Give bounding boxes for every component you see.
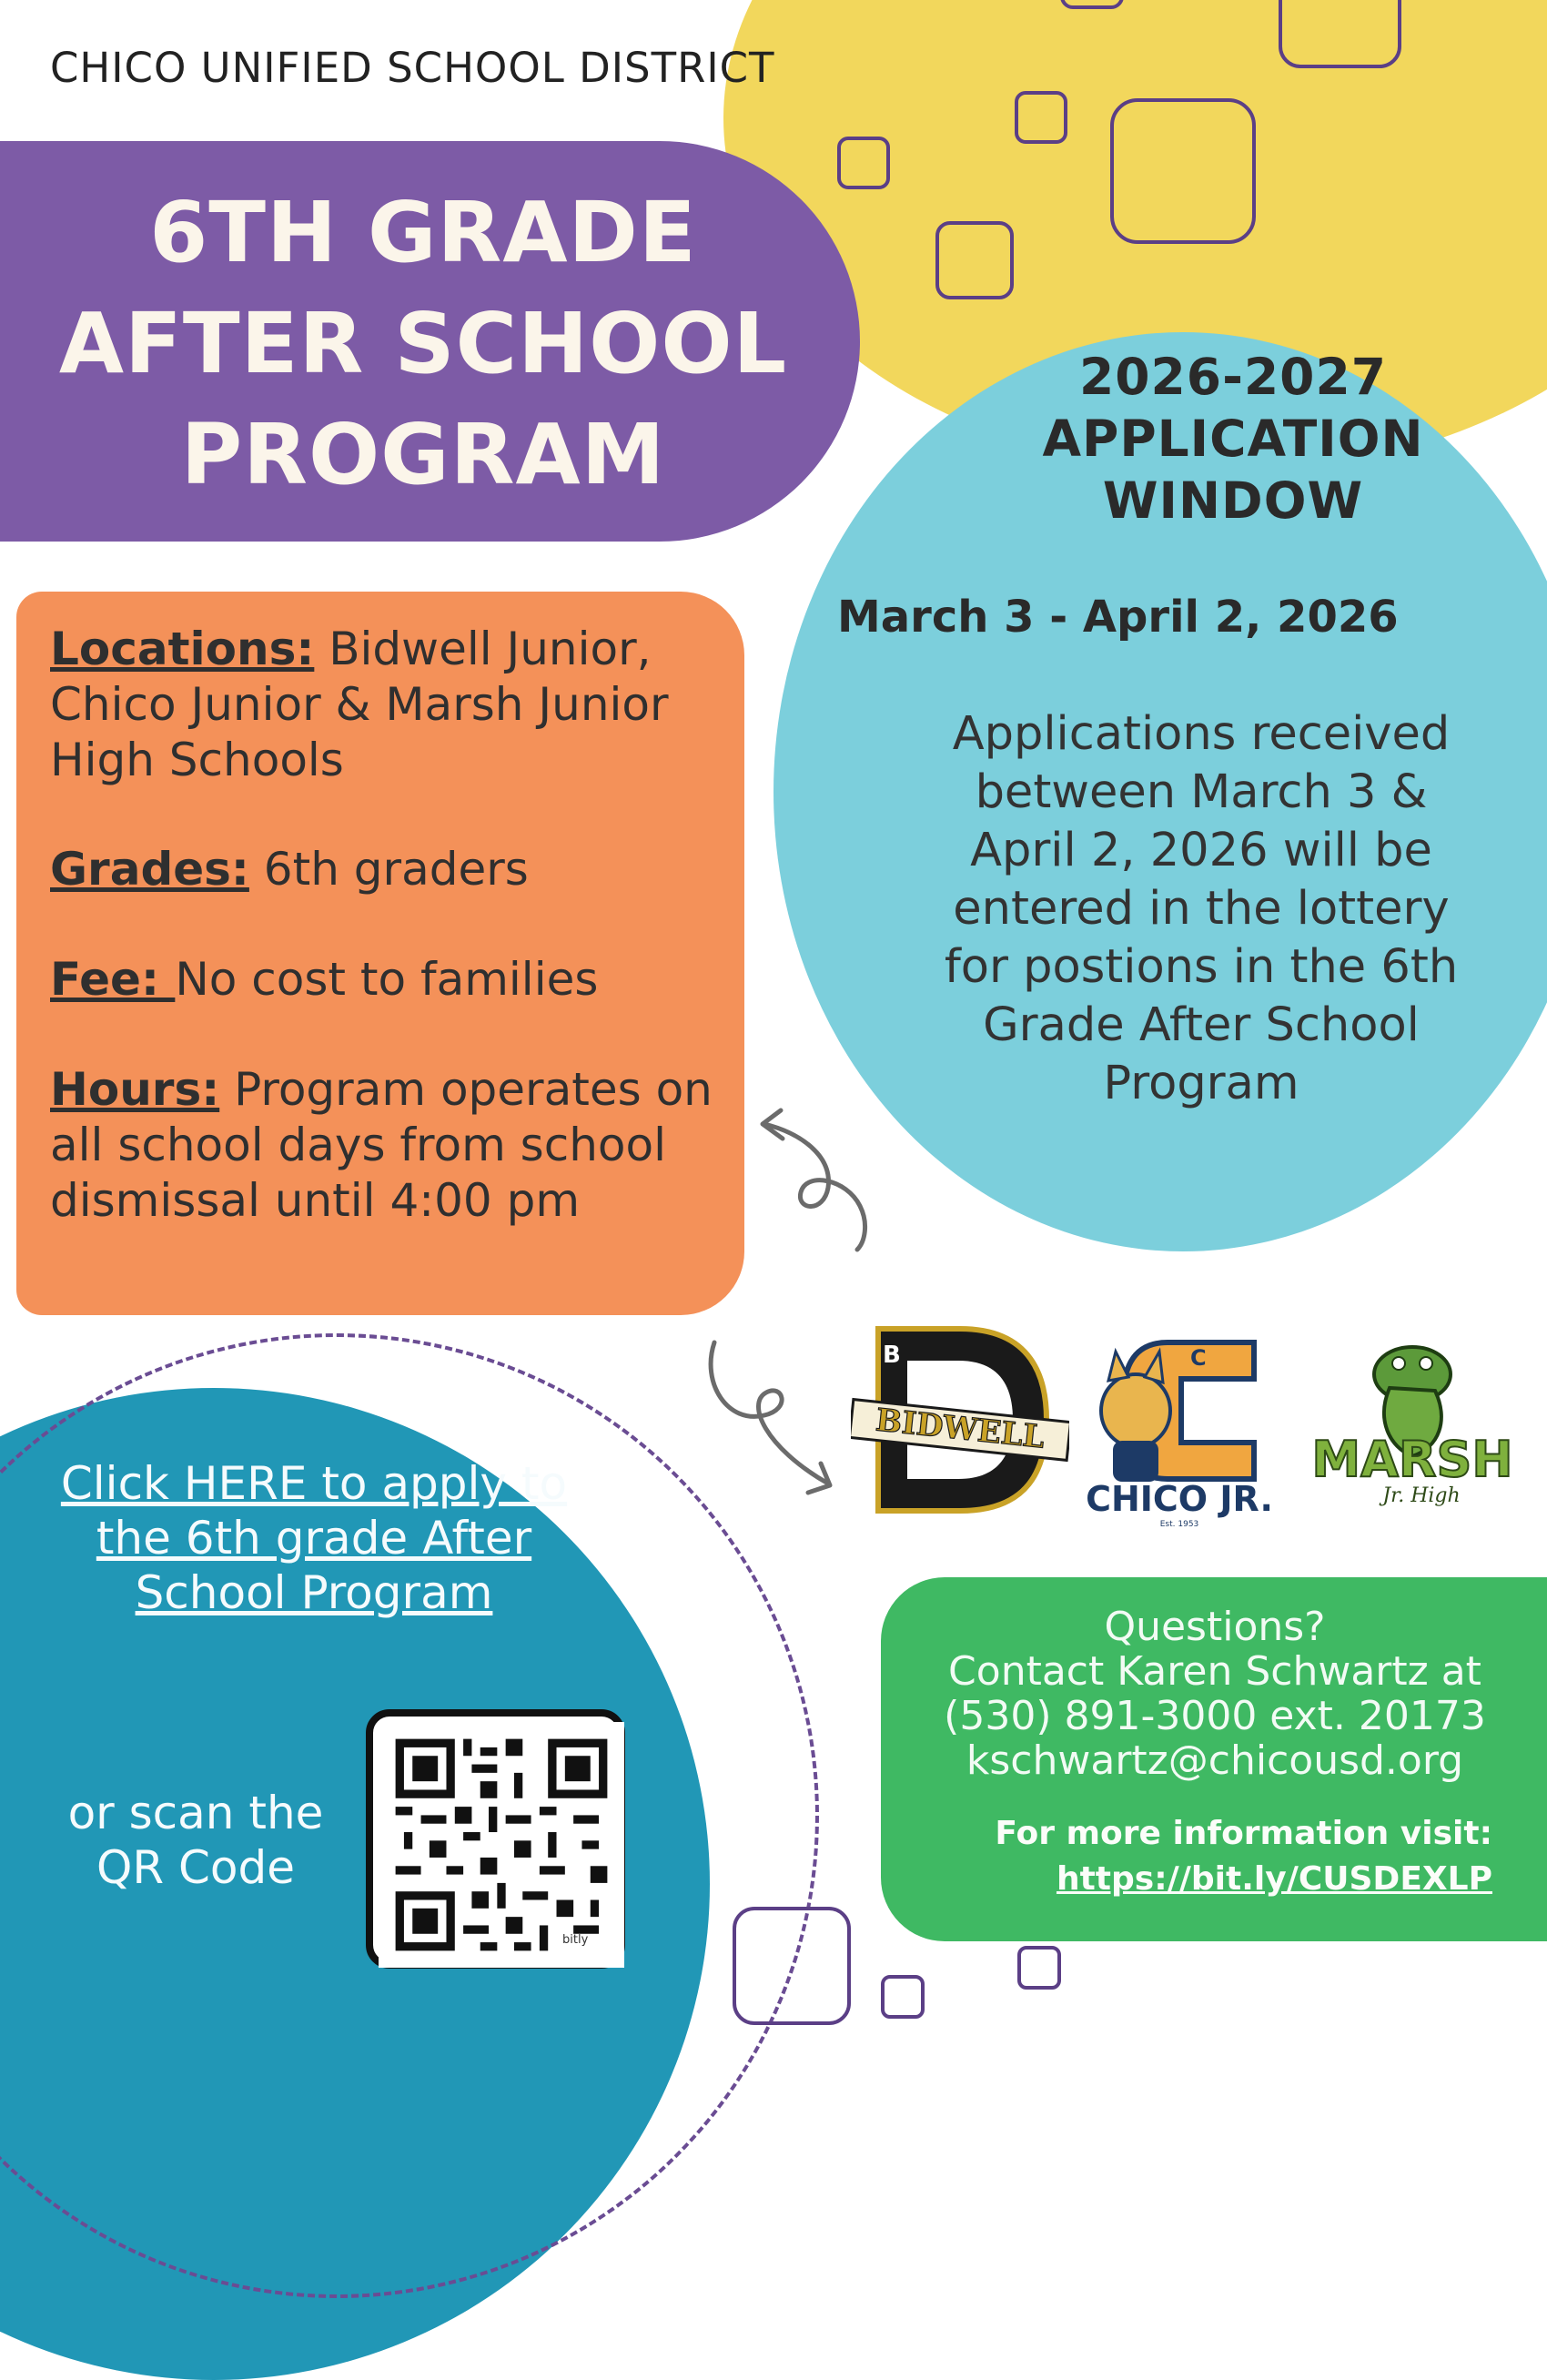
application-description: Applications received between March 3 & April 2, 2026 will be entered in the lottery for postions in the 6th Grade After School Program [944, 707, 1459, 1110]
apply-link[interactable]: Click HERE to apply to the 6th grade After School Program [60, 1457, 568, 1619]
application-window-heading [965, 346, 1502, 532]
application-year: 2026-2027 [1079, 348, 1387, 406]
title-line: AFTER SCHOOL [58, 295, 788, 392]
application-heading-line: APPLICATION [1042, 410, 1424, 468]
decor-square [935, 221, 1014, 299]
chico-jr-logo [1081, 1324, 1277, 1529]
bidwell-letter: B [883, 1342, 901, 1369]
application-dates: March 3 - April 2, 2026 [837, 592, 1399, 643]
contact-info [919, 1605, 1511, 1783]
curly-arrow-icon [746, 1106, 892, 1261]
fee-label: Fee: [50, 953, 176, 1006]
decor-square [1279, 0, 1401, 68]
contact-email[interactable]: kschwartz@chicousd.org [966, 1737, 1464, 1784]
chico-est: Est. 1953 [1159, 1520, 1199, 1529]
locations-info [50, 622, 723, 788]
qr-code-frame[interactable] [366, 1709, 625, 1969]
district-name: CHICO UNIFIED SCHOOL DISTRICT [50, 44, 775, 92]
marsh-sub: Jr. High [1382, 1484, 1461, 1507]
more-info-label: For more information visit: [995, 1815, 1492, 1852]
qr-caption: bitly [562, 1933, 589, 1947]
decor-square [733, 1907, 851, 2025]
bidwell-logo [851, 1324, 1069, 1520]
curly-arrow-icon [701, 1338, 855, 1502]
contact-phone: (530) 891-3000 ext. 20173 [944, 1693, 1486, 1739]
bidwell-text: BIDWELL [874, 1402, 1046, 1456]
grades-value: 6th graders [248, 843, 529, 896]
hours-value: Program operates on all school days from school dismissal until 4:00 pm [50, 1063, 713, 1227]
scan-qr-text: or scan the QR Code [67, 1787, 324, 1894]
more-info-link[interactable]: https://bit.ly/CUSDEXLP [1056, 1860, 1492, 1898]
marsh-logo [1303, 1320, 1522, 1515]
application-heading-line: WINDOW [1102, 471, 1364, 530]
locations-value: Bidwell Junior, Chico Junior & Marsh Junior High Schools [50, 623, 669, 786]
decor-square [1060, 0, 1124, 9]
grades-info [50, 842, 723, 897]
program-title [0, 177, 846, 511]
hours-info [50, 1062, 723, 1229]
more-info [919, 1811, 1492, 1902]
contact-line: Contact Karen Schwartz at [948, 1648, 1481, 1695]
decor-square [1017, 1946, 1061, 1990]
locations-label: Locations: [50, 623, 315, 675]
marsh-text: MARSH [1311, 1431, 1513, 1488]
grades-label: Grades: [50, 843, 249, 896]
title-line: PROGRAM [180, 406, 666, 503]
title-line: 6TH GRADE [149, 184, 697, 281]
decor-square [1110, 98, 1256, 244]
hours-label: Hours: [50, 1063, 220, 1116]
contact-line: Questions? [1104, 1604, 1326, 1650]
qr-code [379, 1722, 624, 1968]
decor-square [1015, 91, 1067, 144]
fee-value: No cost to families [175, 953, 599, 1006]
chico-letter: C [1190, 1345, 1207, 1371]
decor-square [881, 1975, 925, 2019]
fee-info [50, 952, 723, 1008]
chico-text: CHICO JR. [1086, 1479, 1273, 1519]
